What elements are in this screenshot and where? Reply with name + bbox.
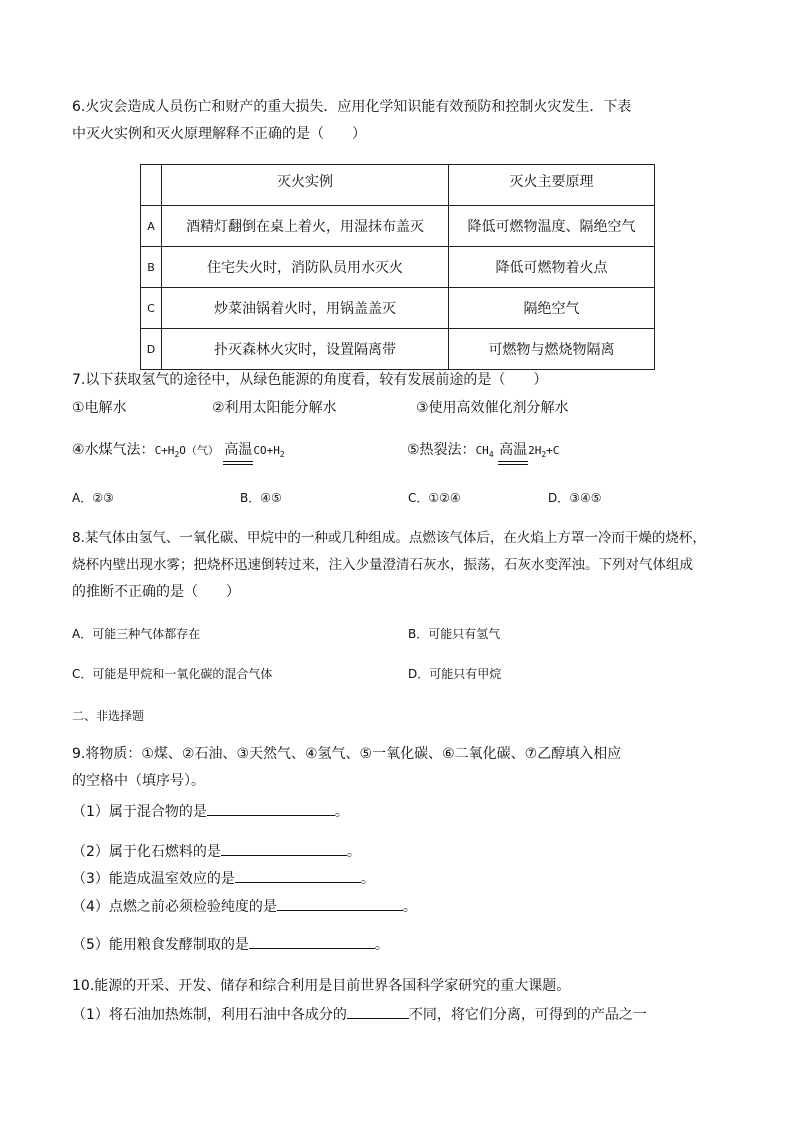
q7-stem: 7.以下获取氢气的途径中，从绿色能源的角度看，较有发展前途的是（ ） [72,372,548,388]
q7-opt5-left: CH [475,444,489,457]
q7-option-5-products [528,444,560,460]
q7-choice-b: B．④⑤ [240,491,282,505]
equals-line-icon [223,461,253,462]
q7-option-5-label: ⑤热裂法： [407,442,476,458]
q8-stem-line3: 的推断不正确的是（ ） [72,584,240,600]
q7-option-4-products [253,444,285,460]
row-principle: 可燃物与燃烧物隔离 [449,329,655,370]
table-row [141,329,655,370]
q8-stem-line2: 烧杯内壁出现水雾；把烧杯迅速倒转过来，注入少量澄清石灰水，振荡，石灰水变浑浊。下列对气体组成 [72,557,693,573]
q9-item-2-text: （2）属于化石燃料的是 [72,844,221,860]
q7-choice-d: D．③④⑤ [548,491,602,505]
row-example: 炒菜油锅着火时，用锅盖盖灭 [162,288,449,329]
q8-choice-c: C．可能是甲烷和一氧化碳的混合气体 [72,667,273,681]
q10-line2-part-b: 不同，将它们分离，可得到的产品之一 [408,1007,647,1023]
q7-choice-c: C．①②④ [408,491,461,505]
q9-item-1-text: （1）属于混合物的是 [72,804,207,820]
q7-opt4-mid: O（气） [179,444,219,457]
q9-item-5-end: 。 [374,937,389,953]
q7-option-1: ①电解水 [72,400,127,416]
q7-opt4-right: CO+H [253,444,280,457]
q7-option-5-reactants [475,444,494,460]
q6-stem-line1: 6.火灾会造成人员伤亡和财产的重大损失．应用化学知识能有效预防和控制火灾发生．下表 [72,99,632,115]
q7-opt5-cond-text: 高温 [499,442,528,458]
q8-choice-a: A．可能三种气体都存在 [72,627,201,641]
q7-option-4-label: ④水煤气法： [72,442,155,458]
table-row [141,206,655,247]
q9-item-1 [72,801,349,822]
answer-blank[interactable] [207,801,335,816]
table-header-example: 灭火实例 [162,165,449,206]
q8-stem-line1: 8.某气体由氢气、一氧化碳、甲烷中的一种或几种组成。点燃该气体后，在火焰上方罩一冷而干燥的烧杯， [72,530,706,546]
q7-choice-a: A．②③ [72,491,114,505]
answer-blank[interactable] [347,1004,409,1019]
q7-option-4-reactants [154,444,219,460]
row-letter: D [141,329,162,370]
table-row [141,288,655,329]
answer-blank[interactable] [221,841,347,856]
q9-item-3-end: 。 [360,871,375,887]
answer-blank[interactable] [235,868,361,883]
table-header-row [141,165,655,206]
q8-choice-d: D．可能只有甲烷 [408,667,502,681]
fire-extinguishing-table [140,164,655,370]
q7-opt5-sub1: 4 [488,450,494,460]
q9-item-5-text: （5）能用粮食发酵制取的是 [72,937,249,953]
section-heading: 二、非选择题 [72,709,145,723]
q10-stem-line1: 10.能源的开采、开发、储存和综合利用是目前世界各国科学家研究的重大课题。 [72,978,571,994]
q9-item-4-text: （4）点燃之前必须检验纯度的是 [72,899,277,915]
equals-line-icon [498,461,528,462]
q7-option-5 [407,440,559,465]
row-example: 扑灭森林火灾时，设置隔离带 [162,329,449,370]
row-example: 住宅失火时，消防队员用水灭火 [162,247,449,288]
q9-item-1-end: 。 [334,804,349,820]
q7-option-4 [72,440,285,465]
row-letter: A [141,206,162,247]
q7-option-3: ③使用高效催化剂分解水 [416,400,569,416]
q8-choice-b: B．可能只有氢气 [408,627,501,641]
q7-opt4-left: C+H [154,444,175,457]
equals-line-icon [498,464,528,465]
q7-option-5-condition [498,440,528,460]
row-letter: C [141,288,162,329]
q9-stem-line1: 9.将物质：①煤、②石油、③天然气、④氢气、⑤一氧化碳、⑥二氧化碳、⑦乙醇填入相应 [72,746,622,762]
q7-opt5-tail: +C [546,444,560,457]
q9-stem-line2: 的空格中（填序号）。 [72,773,205,789]
q7-opt4-sub2: 2 [279,450,285,460]
q7-opt5-sub2: 2 [541,450,547,460]
table-row [141,247,655,288]
q9-item-4-end: 。 [402,899,417,915]
q10-stem-line2 [72,1004,647,1025]
row-principle: 降低可燃物着火点 [449,247,655,288]
q7-opt5-right: 2H [528,444,542,457]
row-principle: 隔绝空气 [449,288,655,329]
q9-item-5 [72,934,389,955]
q9-item-2-end: 。 [346,844,361,860]
q7-opt4-sub1: 2 [174,450,180,460]
q9-item-4 [72,896,417,917]
row-principle: 降低可燃物温度、隔绝空气 [449,206,655,247]
row-letter: B [141,247,162,288]
q9-item-3-text: （3）能造成温室效应的是 [72,871,235,887]
equals-line-icon [223,464,253,465]
row-example: 酒精灯翻倒在桌上着火，用湿抹布盖灭 [162,206,449,247]
q7-option-4-condition [223,440,253,460]
q9-item-2 [72,841,361,862]
q9-item-3 [72,868,375,889]
table-header-blank [141,165,162,206]
answer-blank[interactable] [249,934,375,949]
q10-line2-part-a: （1）将石油加热炼制，利用石油中各成分的 [72,1007,347,1023]
answer-blank[interactable] [277,896,403,911]
table-header-principle: 灭火主要原理 [449,165,655,206]
q6-stem-line2: 中灭火实例和灭火原理解释不正确的是（ ） [72,126,366,142]
q7-option-2: ②利用太阳能分解水 [212,400,337,416]
q7-opt4-cond-text: 高温 [224,442,253,458]
